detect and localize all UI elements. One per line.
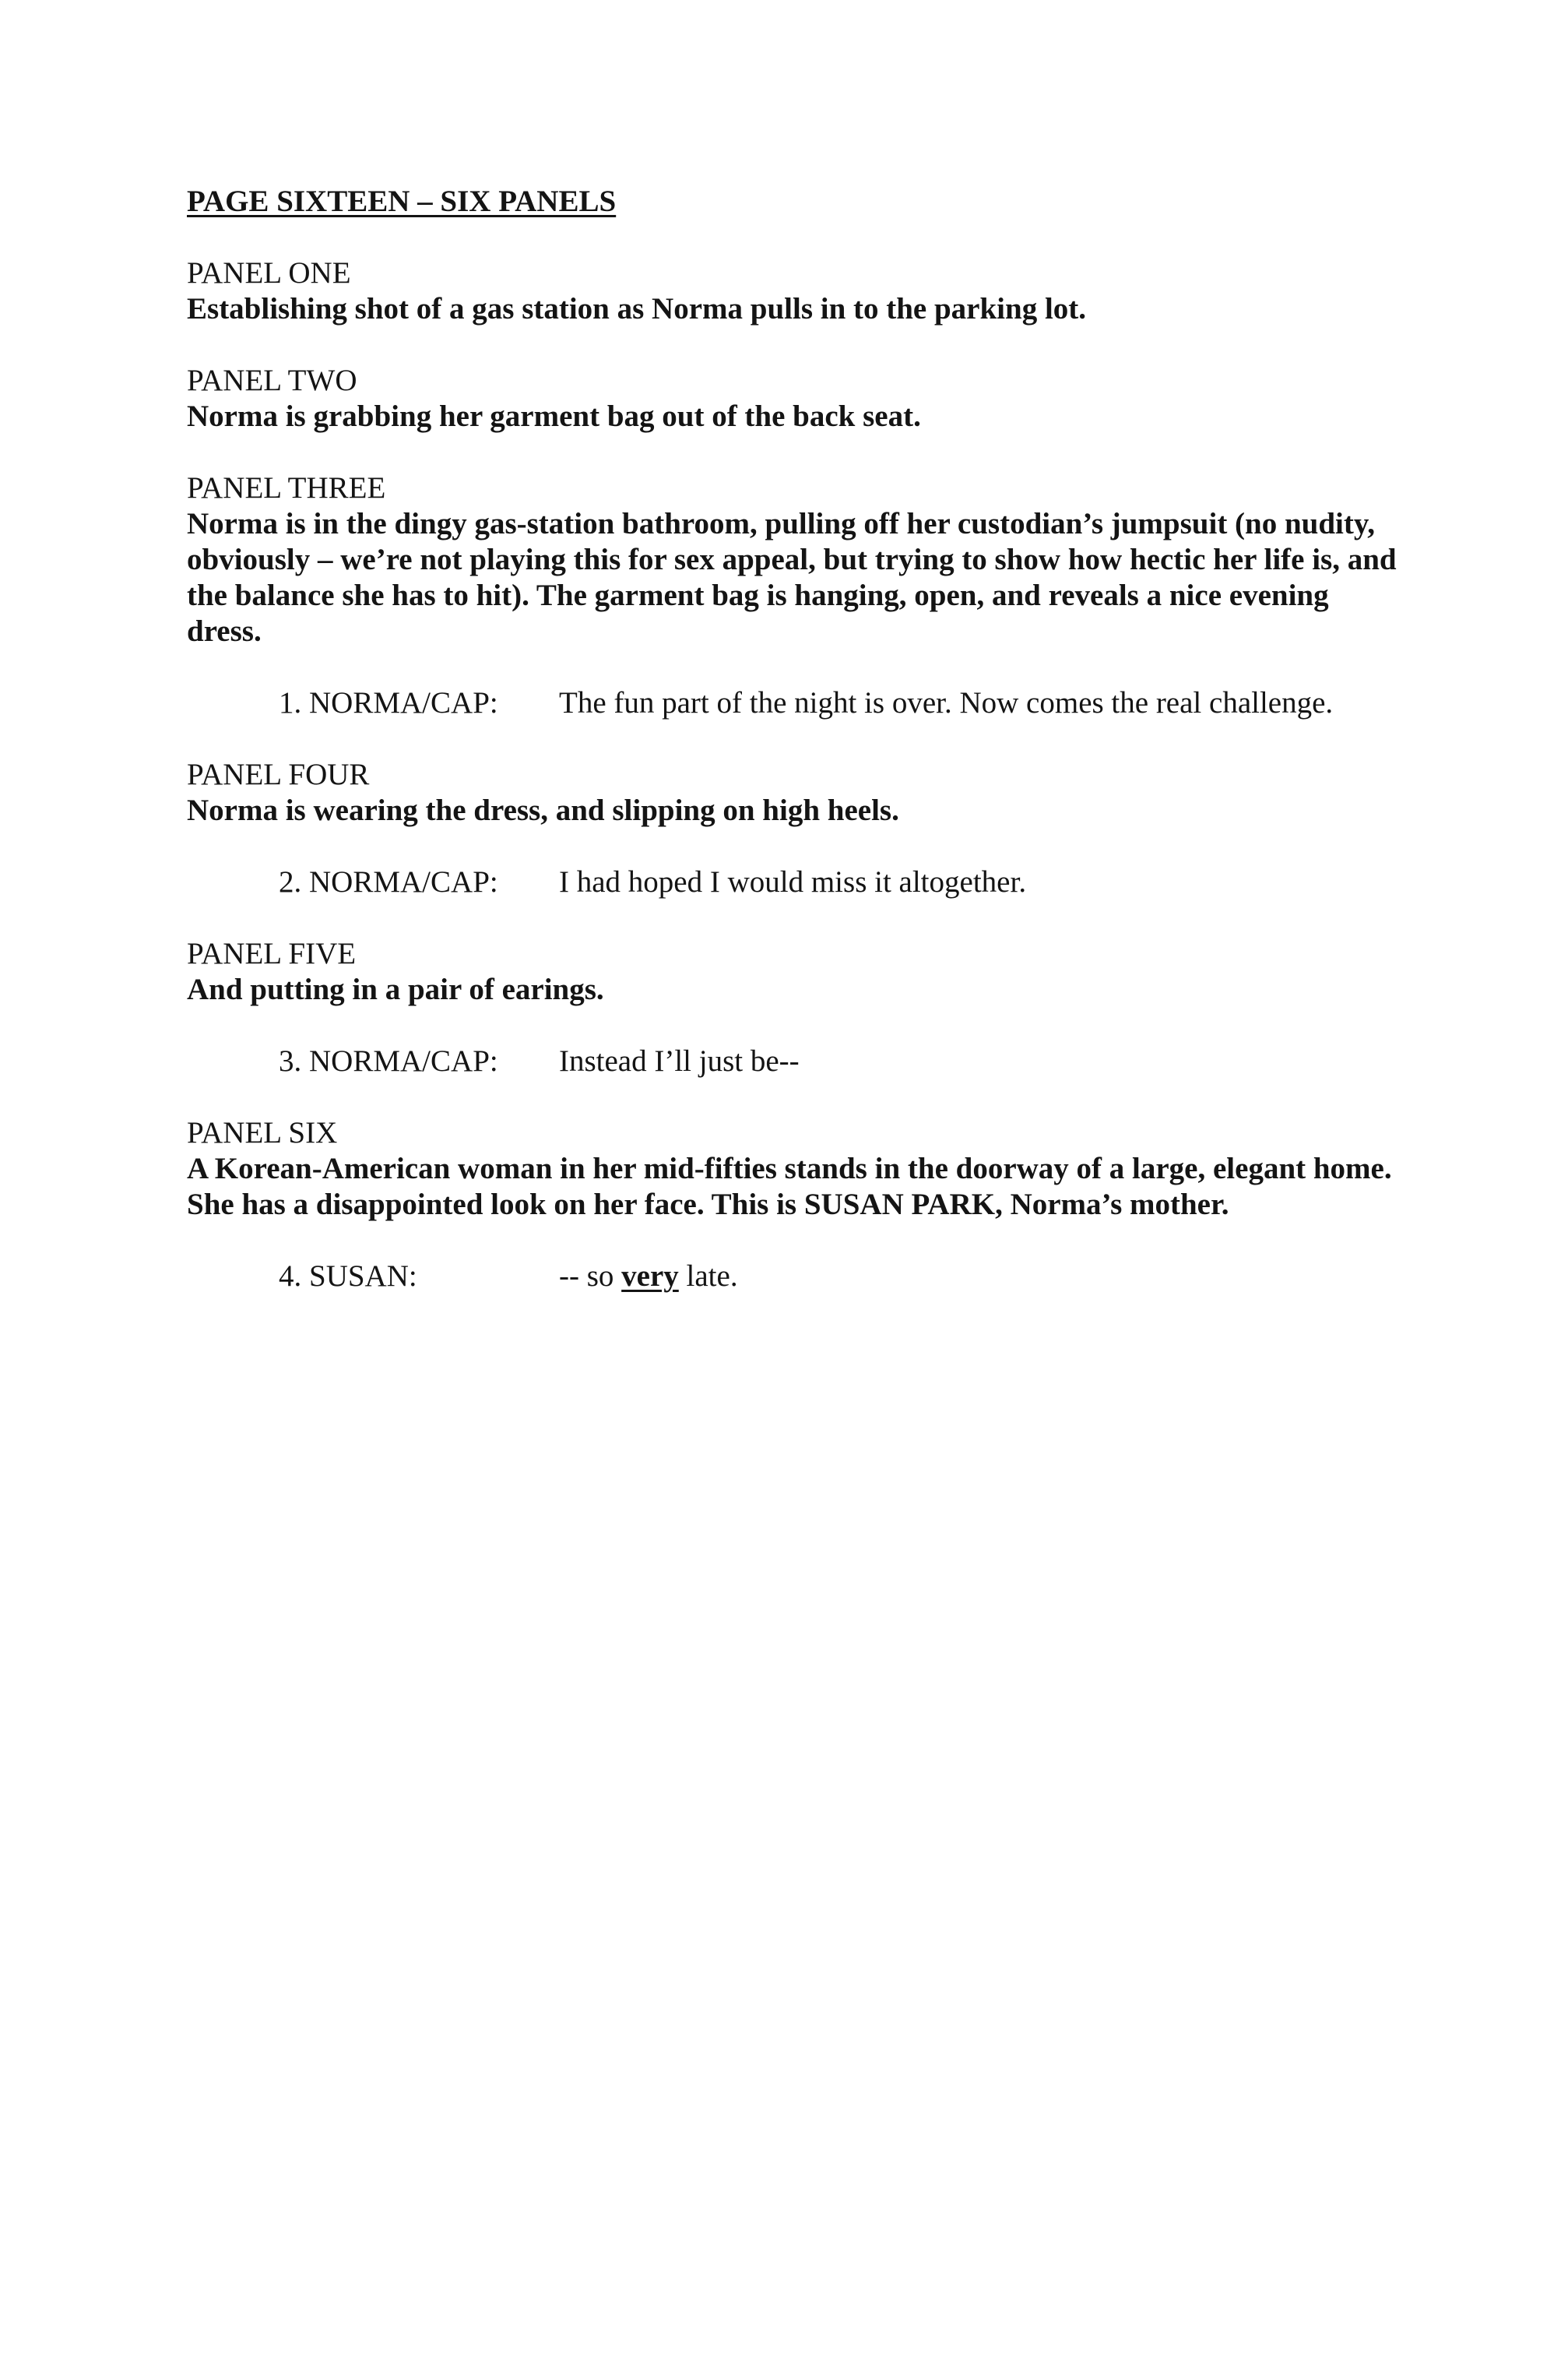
dialogue-emphasis: very — [621, 1259, 679, 1293]
dialogue-text-start: -- so — [559, 1259, 622, 1293]
panel-description: Norma is grabbing her garment bag out of the back seat. — [187, 400, 921, 433]
dialogue-line — [187, 864, 1401, 900]
dialogue-text: The fun part of the night is over. Now comes the real challenge. — [559, 686, 1334, 720]
dialogue-line — [187, 685, 1401, 721]
panel-description: A Korean-American woman in her mid-fifties stands in the doorway of a large, elegant home. She has a disappointed look on her face. This is SUSAN PARK, Norma’s mother. — [187, 1152, 1392, 1221]
panel-description: Establishing shot of a gas station as Norma pulls in to the parking lot. — [187, 292, 1087, 326]
panel-heading: PANEL FOUR — [187, 758, 370, 791]
dialogue-speaker: 4. SUSAN: — [279, 1259, 417, 1293]
panel-heading: PANEL ONE — [187, 256, 351, 290]
dialogue-line — [187, 1259, 1401, 1294]
panel-description: And putting in a pair of earings. — [187, 973, 604, 1006]
dialogue-text — [559, 1259, 1401, 1294]
dialogue-text: Instead I’ll just be-- — [559, 1044, 800, 1078]
dialogue-line — [187, 1044, 1401, 1079]
dialogue-speaker: 3. NORMA/CAP: — [279, 1044, 498, 1078]
panel-heading: PANEL SIX — [187, 1116, 338, 1150]
dialogue-text-end: late. — [678, 1259, 738, 1293]
dialogue-speaker: 1. NORMA/CAP: — [279, 686, 498, 720]
script-page — [187, 184, 1401, 1330]
dialogue-speaker: 2. NORMA/CAP: — [279, 865, 498, 899]
panel-heading: PANEL TWO — [187, 364, 357, 397]
panel-heading: PANEL FIVE — [187, 937, 357, 970]
panel-heading: PANEL THREE — [187, 471, 386, 505]
panel-description: Norma is in the dingy gas-station bathroom, pulling off her custodian’s jumpsuit (no nudity, obviously – we’re not playing this for sex appeal, but trying to show how hectic her life is, and the balance she has to hit). The garment bag is hanging, open, and reveals a nice evening dress. — [187, 507, 1397, 648]
dialogue-text: I had hoped I would miss it altogether. — [559, 865, 1027, 899]
page-title: PAGE SIXTEEN – SIX PANELS — [187, 185, 617, 218]
panel-description: Norma is wearing the dress, and slipping on high heels. — [187, 794, 899, 827]
